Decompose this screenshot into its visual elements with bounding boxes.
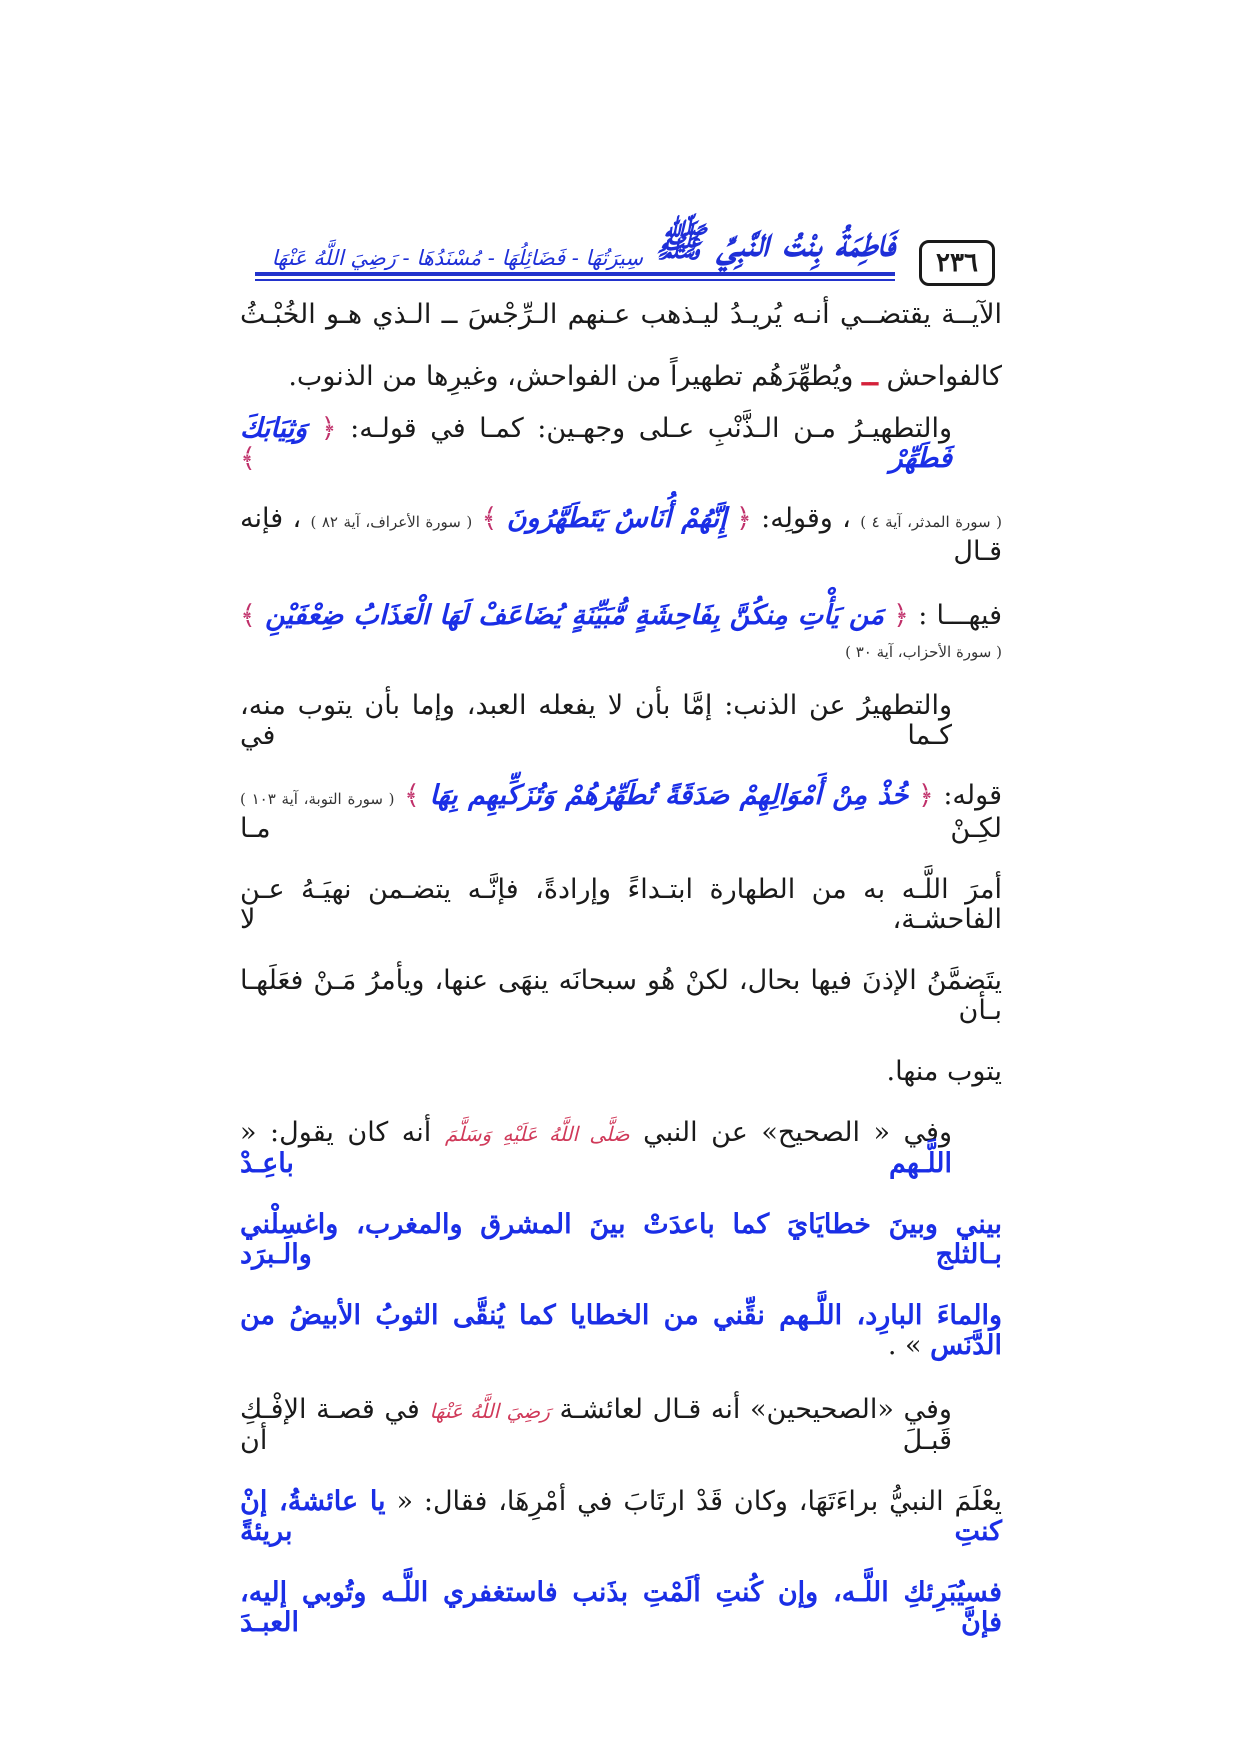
- ornament-close-icon: ﴾: [240, 600, 256, 631]
- p2-line2: [240, 504, 1002, 567]
- p1-line2: [240, 362, 1002, 392]
- ref-4: ( سورة التوبة، آية ١٠٣ ): [240, 790, 395, 808]
- hadith-1-start: اللَّـهم باعِـدْ: [240, 1148, 952, 1179]
- p3-line5: يتوب منها.: [886, 1056, 1002, 1087]
- ornament-close-icon: ﴾: [481, 503, 498, 534]
- p1-line2-b: ويُطهِّرَهُم تطهيراً من الفواحش، وغيرِها من الذنوب.: [288, 361, 854, 392]
- hadith-1-close: » .: [887, 1330, 922, 1361]
- p5-line1: [240, 1395, 1002, 1456]
- running-title: [272, 218, 895, 276]
- p3-line2-end: لكِـنْ مـا: [240, 813, 1002, 844]
- page-body: [240, 300, 1002, 1638]
- book-subtitle: سِيرَتُهَا - فَضَائِلُهَا - مُسْنَدُهَا - رَضِيَ اللَّهُ عَنْهَا: [271, 246, 643, 270]
- hadith-1-end: والماءَ البارِد، اللَّـهم نقِّني من الخطايا كما يُنقَّى الثوبُ الأبيضُ من الدَّنَس: [240, 1300, 1002, 1361]
- p3-line3: أمرَ اللَّـه به من الطهارة ابتـداءً وإرادةً، فإنَّـه يتضـمن نهيَـهُ عـن الفاحشـة، لا: [240, 874, 1002, 935]
- p5-line1-a: وفي «الصحيحين» أنه قـال لعائشـة: [559, 1394, 952, 1425]
- p2-line2-mid: ، وقولِه:: [761, 503, 851, 534]
- ref-3: ( سورة الأحزاب، آية ٣٠ ): [845, 643, 1002, 661]
- p3-line4: يتَضمَّنُ الإذنَ فيها بحال، لكنْ هُو سبحانَه ينهَى عنها، ويأمرُ مَـنْ فعَلَهـا بـأن: [240, 965, 1002, 1026]
- p4-intro: وفي « الصحيح» عن النبي: [643, 1117, 952, 1148]
- book-title: فَاطِمَةُ بِنْتُ النَّبِيِّ ﷺ: [655, 219, 895, 266]
- honorific-aisha: رَضِيَ اللَّهُ عَنْهَا: [429, 1399, 550, 1423]
- ornament-open-icon: ﴿: [893, 600, 909, 631]
- ornament-close-icon: ﴾: [404, 780, 420, 811]
- quran-verse-2: إِنَّهُمْ أُنَاسٌ يَتَطَهَّرُونَ: [506, 503, 727, 534]
- p3-line1: والتطهيرُ عن الذنب: إمَّا بأن لا يفعله العبد، وإما بأن يتوب منه، كـما في: [240, 690, 952, 751]
- p2-line3: [240, 601, 1002, 631]
- p4-line1: [240, 1118, 1002, 1179]
- ornament-open-icon: ﴿: [735, 503, 752, 534]
- p5-line1-b: في قصـة الإفْـكِ قَبـلَ أن: [240, 1394, 952, 1456]
- hadith-2-line3: فسيُبَرِئكِ اللَّـه، وإن كُنتِ ألَمْتِ بذَنب فاستغفري اللَّـه وتُوبي إليه، فإنَّ العبـدَ: [240, 1577, 1002, 1638]
- quran-verse-3: مَن يَأْتِ مِنكُنَّ بِفَاحِشَةٍ مُّبَيِّنَةٍ يُضَاعَفْ لَهَا الْعَذَابُ ضِعْفَيْنِ: [265, 600, 884, 631]
- p1-dash: ــ: [862, 361, 878, 392]
- p4-after: أنه كان يقول: «: [240, 1117, 432, 1148]
- p2-line1: [240, 414, 1002, 474]
- header-rule-thin: [255, 279, 895, 281]
- p2-line2-end: ، فإنه قـال: [240, 503, 1002, 567]
- ornament-open-icon: ﴿: [320, 413, 337, 444]
- quran-verse-4: خُذْ مِنْ أَمْوَالِهِمْ صَدَقَةً تُطَهِّرُهُمْ وَتُزَكِّيهِم بِهَا: [429, 780, 909, 811]
- ornament-open-icon: ﴿: [917, 780, 934, 811]
- quran-verse-1: وَثِيَابَكَ فَطَهِّرْ: [240, 413, 952, 474]
- page-number: ٢٣٦: [919, 240, 995, 286]
- hadith-1-line3: [240, 1301, 1002, 1361]
- p1-line2-a: كالفواحش: [886, 361, 1002, 392]
- p5-line2-a: يعْلَمَ النبيُّ براءَتَهَا، وكان قَدْ ارتَابَ في أمْرِهَا، فقال: «: [396, 1486, 1002, 1517]
- header-rule-thick: [255, 272, 895, 276]
- p5-line2: [240, 1487, 1002, 1547]
- ornament-close-icon: ﴾: [240, 443, 256, 474]
- p3-line2: [240, 781, 1002, 844]
- hadith-2-start: يا عائشةُ، إنْ كنتِ بريئةً: [240, 1486, 1002, 1547]
- p3-line2-start: قوله:: [943, 780, 1002, 811]
- ref-1: ( سورة المدثر، آية ٤ ): [860, 513, 1002, 531]
- p1-line1: الآيــة يقتضــي أنـه يُريـدُ ليـذهب عـنهم الـرِّجْسَ ــ الـذي هـو الخُبْـثُ: [240, 299, 1002, 330]
- hadith-1-line2: بيني وبينَ خطايَايَ كما باعدَتْ بينَ المشرق والمغرب، واغسِلْني بـالثلج والـبرَد: [240, 1209, 1002, 1270]
- p2-line3-start: فيهـــا :: [918, 600, 1003, 631]
- honorific-prophet: صَلَّى اللَّهُ عَلَيْهِ وَسَلَّمَ: [444, 1122, 630, 1146]
- p2-line1-text: والتطهيـرُ مـن الـذَّنْبِ عـلى وجهـين: كمـا في قولـه:: [350, 413, 952, 444]
- ref-2: ( سورة الأعراف، آية ٨٢ ): [310, 513, 473, 531]
